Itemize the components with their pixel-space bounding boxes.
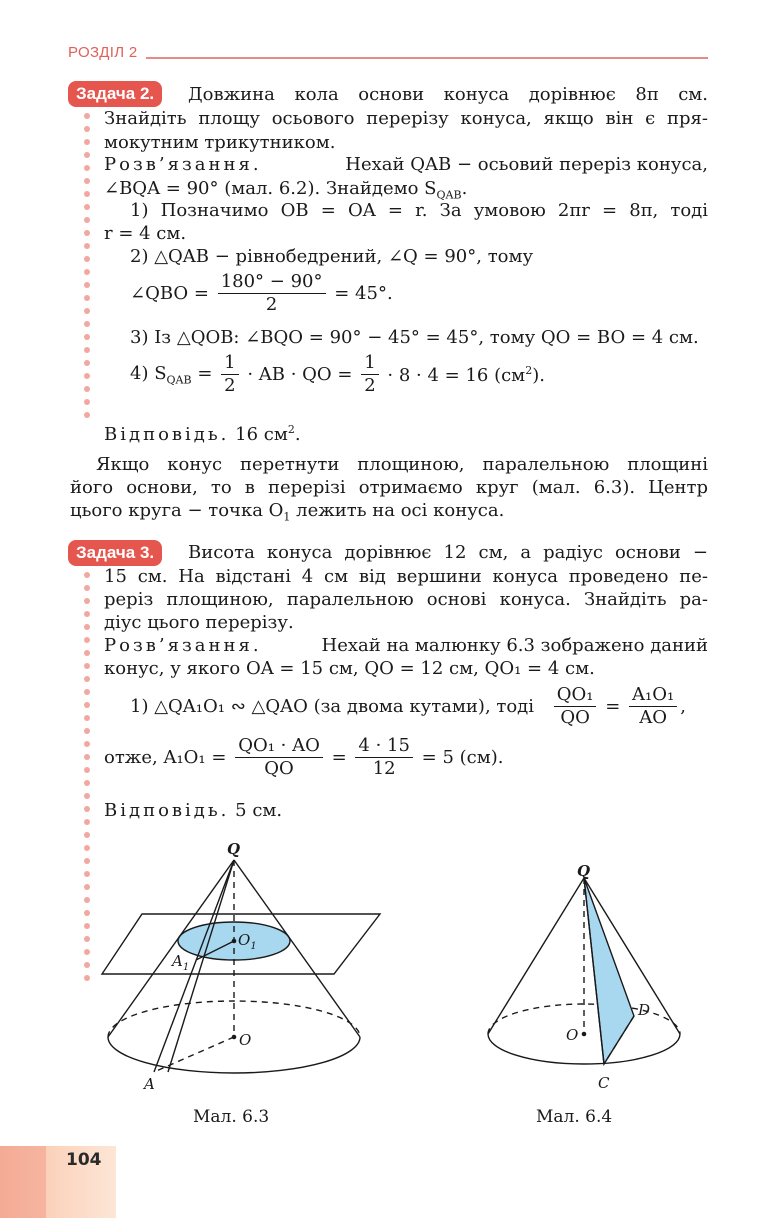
- fraction: $\frac{\text{A₁O₁}}{AO}$: [629, 684, 677, 729]
- task2-step3: 3) Із △QOB: ∠BQO = 90° − 45° = 45°, тому QO = BO = 4 см.: [130, 327, 699, 348]
- solution-text: Нехай на малюнку 6.3 зображено даний: [321, 635, 708, 656]
- figure1-caption: Мал. 6.3: [193, 1107, 270, 1127]
- solution-text: Нехай QAB − осьовий переріз конуса,: [345, 154, 708, 175]
- figure-cone-section: [96, 836, 396, 1096]
- paragraph-line3: цього круга − точка $O_1$ лежить на осі конуса.: [70, 500, 505, 524]
- task2-solution-line2: ∠BQA = 90° (мал. 6.2). Знайдемо $S_{QAB}$.: [104, 178, 468, 202]
- label-O: O: [566, 1026, 579, 1044]
- base-ellipse-back: [488, 1004, 680, 1034]
- fraction: $\frac{\text{QO₁ · AO}}{QO}$: [235, 735, 323, 780]
- label-Q: Q: [227, 840, 241, 858]
- task2-solution-line1: [104, 153, 708, 176]
- base-ellipse-front: [488, 1034, 680, 1064]
- task3-line4: діус цього перерізу.: [104, 612, 294, 633]
- answer-label: Відповідь.: [104, 424, 230, 445]
- task2-step4: 4) $S_{QAB}$ = $\frac{1}{2}$ · AB · QO = $\frac{1}{2}$ · 8 · 4 = 16 $(см^2)$.: [130, 352, 545, 396]
- fraction: $\frac{4 \cdot 15}{12}$: [355, 735, 413, 780]
- generator-QA: [154, 860, 234, 1072]
- formula-text: = 45°.: [334, 283, 393, 304]
- formula-text: ∠QBO =: [130, 283, 209, 304]
- label-D: D: [638, 1001, 651, 1019]
- task3-badge: Задача 3.: [68, 540, 162, 566]
- page-number: 104: [66, 1150, 102, 1170]
- solution-label: Розв’язання.: [104, 154, 262, 175]
- answer-label: Відповідь.: [104, 800, 230, 821]
- label-O: O: [239, 1031, 252, 1049]
- task2-answer: Відповідь. 16 $см^2$.: [104, 423, 301, 445]
- section-header: РОЗДІЛ 2: [68, 44, 138, 61]
- task2-badge: Задача 2.: [68, 81, 162, 107]
- task3-line2: 15 см. На відстані 4 см від вершини конуса проведено пе-: [104, 566, 708, 587]
- paragraph-line2: його основи, то в перерізі отримаємо круг (мал. 6.3). Центр: [70, 477, 708, 498]
- figure-cone-triangle: [480, 856, 690, 1101]
- task2-dots: [84, 113, 90, 425]
- subscript: QAB: [436, 188, 462, 202]
- label-O1: $O_1$: [238, 931, 257, 952]
- section-triangle: [584, 878, 634, 1064]
- task3-answer: [104, 799, 282, 822]
- paragraph-line1: Якщо конус перетнути площиною, паралельною площині: [96, 454, 708, 475]
- task3-solution-line2: конус, у якого OA = 15 см, QO = 12 см, QO₁ = 4 см.: [104, 658, 595, 679]
- base-ellipse-front: [108, 1037, 360, 1073]
- fraction: $\frac{\text{QO₁}}{QO}$: [554, 684, 597, 729]
- fraction: $\frac{1}{2}$: [361, 352, 378, 397]
- label-Q: Q: [577, 862, 591, 880]
- task3-line1: Висота конуса дорівнює 12 см, а радіус основи −: [188, 542, 708, 563]
- task3-dots: [84, 572, 90, 988]
- task3-solution-line1: [104, 634, 708, 657]
- task2-line3: мокутним трикутником.: [104, 132, 336, 153]
- cone-left-side: [488, 878, 584, 1034]
- solution-label: Розв’язання.: [104, 635, 262, 656]
- figure2-caption: Мал. 6.4: [536, 1107, 613, 1127]
- answer-value: 5 см.: [235, 800, 283, 821]
- label-C: C: [598, 1074, 610, 1092]
- task2-step2-formula: [130, 271, 393, 316]
- task3-step2: отже, A₁O₁ = $\frac{\text{QO₁ · AO}}{QO}$ = $\frac{4 \cdot 15}{12}$ = 5 (см).: [104, 735, 504, 779]
- task2-line2: Знайдіть площу осьового перерізу конуса, якщо він є пря-: [104, 108, 708, 129]
- fraction: $\frac{1}{2}$: [221, 352, 238, 397]
- task3-step1: 1) △QA₁O₁ ∾ △QAO (за двома кутами), тоді $\frac{\text{QO₁}}{QO}$ = $\frac{\text{A₁O₁}}{AO}$ ,: [130, 684, 686, 728]
- answer-value: 16 см: [235, 424, 288, 445]
- task2-step2: 2) △QAB − рівнобедрений, ∠Q = 90°, тому: [130, 246, 534, 267]
- label-A: A: [144, 1075, 155, 1093]
- task3-line3: реріз площиною, паралельною основі конуса. Знайдіть ра-: [104, 589, 708, 610]
- label-A1: $A_1$: [172, 952, 190, 973]
- task2-line1: Довжина кола основи конуса дорівнює 8π см.: [188, 84, 708, 105]
- task2-step1-cont: r = 4 см.: [104, 223, 187, 244]
- task2-step1: 1) Позначимо OB = OA = r. За умовою 2πr = 8π, тоді: [130, 200, 708, 221]
- page-number-accent: [0, 1146, 46, 1218]
- fraction: $\frac{180^\circ - 90^\circ}{2}$: [218, 271, 326, 316]
- solution-text: ∠BQA = 90° (мал. 6.2). Знайдемо S: [104, 178, 437, 199]
- header-rule: [146, 57, 708, 59]
